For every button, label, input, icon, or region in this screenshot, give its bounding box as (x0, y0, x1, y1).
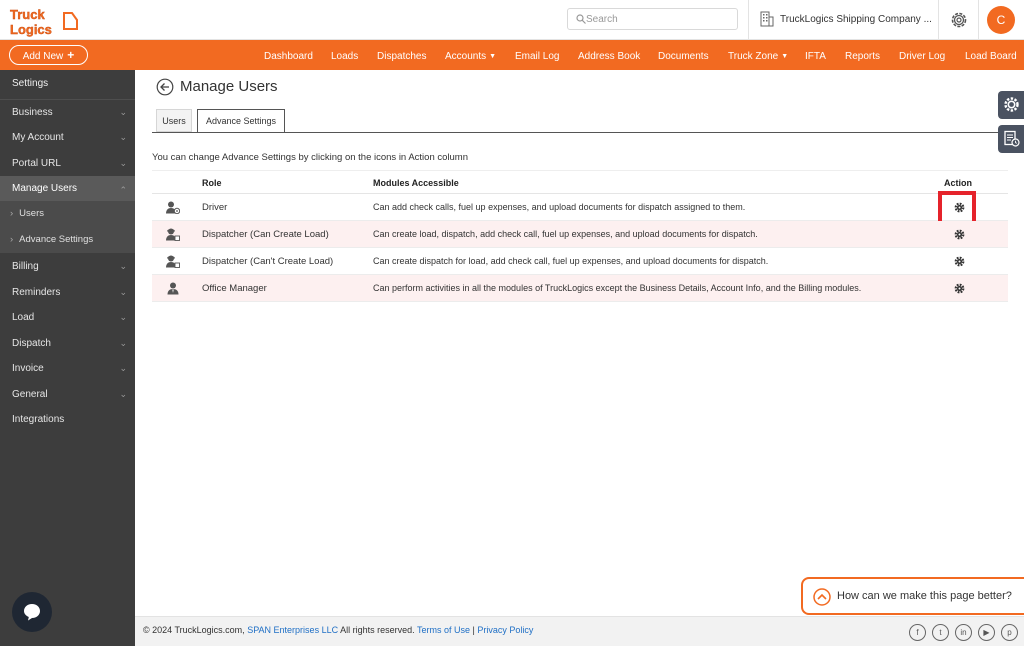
copyright-text: © 2024 TruckLogics.com, (143, 625, 245, 635)
svg-text:Logics: Logics (10, 22, 52, 37)
privacy-link[interactable]: Privacy Policy (477, 625, 534, 635)
page-title: Manage Users (180, 78, 278, 95)
nav-accounts[interactable]: Accounts ▼ (445, 40, 496, 70)
sidebar-item-dispatch[interactable]: Dispatch ⌄ (0, 331, 135, 356)
modules-accessible: Can create load, dispatch, add check call, fuel up expenses, and upload documents for dispatch. (373, 229, 758, 239)
span-enterprises-link[interactable]: SPAN Enterprises LLC (247, 625, 339, 635)
add-new-strip (0, 40, 135, 70)
pinterest-icon[interactable]: p (1001, 624, 1018, 641)
chevron-right-icon: › (10, 208, 14, 219)
chevron-down-icon: ▼ (781, 53, 789, 60)
dispatcher-user-icon (166, 228, 180, 241)
header-divider (748, 0, 749, 40)
highlight-box (938, 191, 976, 225)
chevron-up-icon (813, 588, 831, 606)
header-divider (978, 0, 979, 40)
user-avatar[interactable]: C (987, 6, 1015, 34)
sidebar-item-general[interactable]: General ⌄ (0, 382, 135, 407)
add-new-button[interactable]: Add New + (9, 45, 88, 65)
document-clock-icon (1003, 130, 1020, 147)
building-icon (760, 11, 774, 27)
chevron-down-icon: ⌄ (119, 261, 127, 271)
nav-driver-log[interactable]: Driver Log (899, 51, 946, 62)
table-header (152, 170, 1008, 194)
search-input[interactable] (586, 11, 734, 27)
sidebar-subitem-users[interactable]: › Users (0, 201, 135, 227)
sidebar (0, 40, 135, 646)
office-manager-user-icon (166, 282, 180, 295)
sidebar-item-load[interactable]: Load ⌄ (0, 305, 135, 330)
column-header-role: Role (202, 178, 222, 188)
table-row-dispatcher-can-create (152, 221, 1008, 248)
main-nav (135, 40, 1024, 70)
table-row-driver (152, 194, 1008, 221)
sidebar-item-invoice[interactable]: Invoice ⌄ (0, 356, 135, 381)
chevron-down-icon: ⌄ (119, 312, 127, 322)
sidebar-item-business[interactable]: Business ⌄ (0, 100, 135, 125)
modules-accessible: Can add check calls, fuel up expenses, and upload documents for dispatch assigned to them. (373, 202, 746, 212)
sidebar-item-my-account[interactable]: My Account ⌄ (0, 125, 135, 150)
nav-dashboard[interactable]: Dashboard (264, 51, 313, 62)
role-name: Dispatcher (Can Create Load) (202, 229, 329, 240)
nav-load-board[interactable]: Load Board (965, 51, 1017, 62)
nav-email-log[interactable]: Email Log (515, 51, 560, 62)
back-arrow-icon[interactable] (156, 78, 174, 96)
chevron-down-icon: ▼ (489, 53, 497, 60)
sidebar-item-portal-url[interactable]: Portal URL ⌄ (0, 151, 135, 176)
chevron-right-icon: › (10, 234, 14, 245)
gear-icon[interactable] (954, 283, 965, 294)
role-name: Dispatcher (Can't Create Load) (202, 256, 334, 267)
role-name: Office Manager (202, 283, 267, 294)
gear-icon (1003, 96, 1020, 113)
nav-reports[interactable]: Reports (845, 51, 881, 62)
chevron-down-icon: ⌄ (119, 132, 127, 142)
modules-accessible: Can create dispatch for load, add check call, fuel up expenses, and upload documents for dispatch. (373, 256, 769, 266)
search-box[interactable] (567, 8, 738, 30)
dispatcher-user-icon (166, 255, 180, 268)
plus-icon: + (67, 48, 75, 62)
column-header-modules: Modules Accessible (373, 178, 459, 188)
nav-loads[interactable]: Loads (331, 51, 359, 62)
sidebar-subitem-advance-settings[interactable]: › Advance Settings (0, 227, 135, 253)
linkedin-icon[interactable]: in (955, 624, 972, 641)
tab-users[interactable]: Users (156, 109, 192, 132)
youtube-icon[interactable]: ▶ (978, 624, 995, 641)
svg-text:Truck: Truck (10, 7, 45, 22)
chevron-down-icon: ⌄ (119, 338, 127, 348)
modules-accessible: Can perform activities in all the modules of TruckLogics except the Business Details, Account Info, and the Billing modules. (373, 283, 862, 293)
feedback-label: How can we make this page better? (837, 590, 1012, 602)
nav-truck-zone[interactable]: Truck Zone ▼ (728, 40, 788, 70)
chevron-down-icon: ⌄ (119, 363, 127, 373)
gear-icon[interactable] (954, 256, 965, 267)
rights-text: All rights reserved. (340, 625, 415, 635)
terms-link[interactable]: Terms of Use (416, 625, 470, 635)
gear-icon[interactable] (954, 229, 965, 240)
tab-underline (152, 132, 1024, 133)
top-header (0, 0, 1024, 40)
chevron-up-icon: ⌃ (119, 185, 127, 195)
header-divider (938, 0, 939, 40)
nav-ifta[interactable]: IFTA (805, 51, 826, 62)
sidebar-item-manage-users[interactable]: Manage Users ⌃ (0, 176, 135, 201)
trucklogics-logo[interactable] (8, 5, 78, 37)
tab-advance-settings[interactable]: Advance Settings (197, 109, 285, 133)
company-name: TruckLogics Shipping Company ... (780, 14, 932, 25)
role-name: Driver (202, 202, 228, 213)
column-header-action: Action (944, 178, 972, 188)
table-row-office-manager (152, 275, 1008, 302)
sidebar-item-reminders[interactable]: Reminders ⌄ (0, 280, 135, 305)
sidebar-item-billing[interactable]: Billing ⌄ (0, 254, 135, 279)
report-button[interactable] (998, 125, 1024, 153)
chat-bubble-icon (22, 602, 42, 622)
chevron-down-icon: ⌄ (119, 287, 127, 297)
chevron-down-icon: ⌄ (119, 107, 127, 117)
chevron-down-icon: ⌄ (119, 389, 127, 399)
twitter-icon[interactable]: t (932, 624, 949, 641)
settings-gear-icon[interactable] (949, 10, 969, 30)
chevron-down-icon: ⌄ (119, 158, 127, 168)
nav-address-book[interactable]: Address Book (578, 51, 641, 62)
driver-user-icon (166, 201, 180, 214)
chat-button[interactable] (12, 592, 52, 632)
footer-copyright (143, 625, 533, 635)
sidebar-item-integrations[interactable]: Integrations (12, 414, 65, 425)
search-icon (576, 14, 586, 24)
footer-separator: | (472, 625, 475, 635)
quick-settings-button[interactable] (998, 91, 1024, 119)
table-row-dispatcher-cant-create (152, 248, 1008, 275)
settings-title: Settings (12, 78, 49, 89)
nav-dispatches[interactable]: Dispatches (377, 51, 427, 62)
main-content (135, 70, 1024, 616)
feedback-widget[interactable] (801, 577, 1024, 615)
facebook-icon[interactable]: f (909, 624, 926, 641)
footer (135, 616, 1024, 646)
company-selector[interactable] (760, 10, 932, 30)
nav-documents[interactable]: Documents (658, 51, 709, 62)
advance-settings-hint: You can change Advance Settings by clicking on the icons in Action column (152, 152, 468, 163)
